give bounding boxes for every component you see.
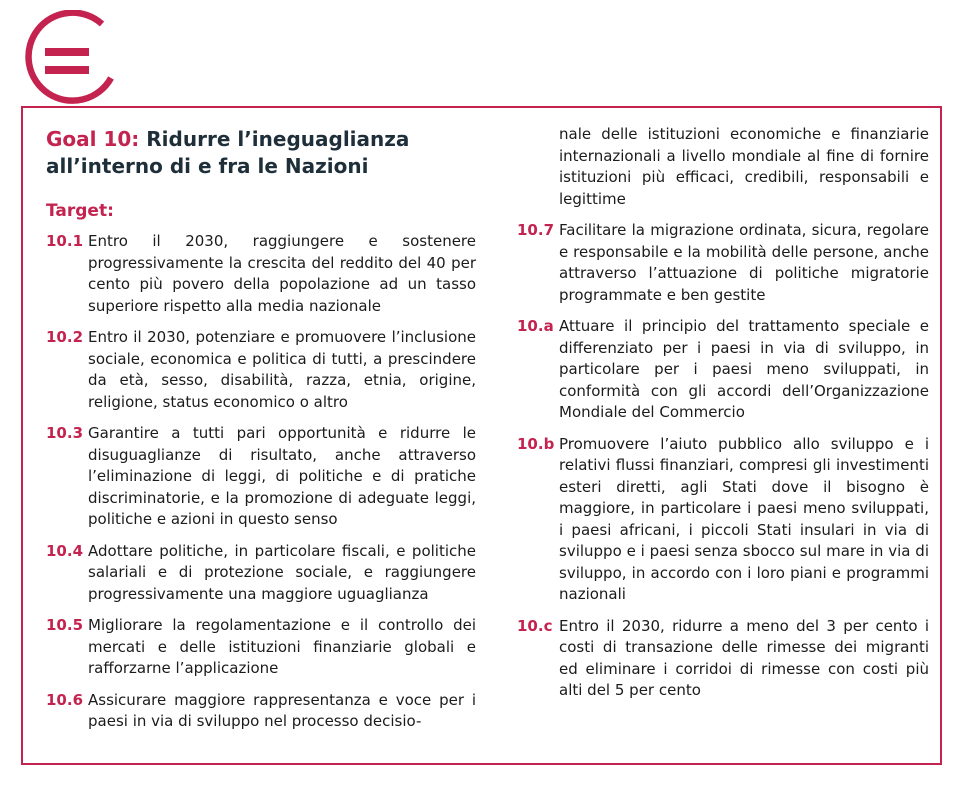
- target-item: [46, 690, 476, 733]
- target-item: [517, 434, 929, 606]
- target-item: [517, 616, 929, 702]
- target-text: Attuare il principio del trattamento speciale e differenziato per i paesi in via di sviluppo, in particolare per i paesi meno sviluppati, in conformità con gli accordi dell’Organizzazione Mondiale del Commercio: [559, 317, 929, 421]
- target-code: 10.c: [517, 616, 553, 635]
- target-code: 10.5: [46, 616, 84, 634]
- target-text: Assicurare maggiore rappresentanza e voce per i paesi in via di sviluppo nel processo decisio-: [88, 690, 476, 730]
- target-item: [517, 316, 929, 424]
- left-column: [46, 126, 476, 743]
- target-text: Migliorare la regolamentazione e il controllo dei mercati e delle istituzioni finanziarie globali e rafforzarne l’applicazione: [88, 616, 476, 677]
- target-text: Facilitare la migrazione ordinata, sicura, regolare e responsabile e la mobilità delle persone, anche attraverso l’attuazione di politiche migratorie programmate e ben gestite: [559, 221, 929, 304]
- goal-title: [46, 126, 476, 180]
- target-text: Entro il 2030, raggiungere e sostenere progressivamente la crescita del reddito del 40 per cento più povero della popolazione ad un tasso superiore rispetto alla media nazionale: [88, 232, 476, 315]
- target-item: [46, 423, 476, 531]
- target-text: Entro il 2030, potenziare e promuovere l’inclusione sociale, economica e politica di tutti, a prescindere da età, sesso, disabilità, razza, etnia, origine, religione, status economico o altro: [88, 328, 476, 411]
- right-column: [517, 124, 929, 712]
- target-item: [46, 231, 476, 317]
- target-list-right: [517, 220, 929, 702]
- goal-title-line1: Ridurre l’ineguaglianza: [146, 127, 410, 151]
- target-code: 10.6: [46, 690, 84, 709]
- target-text: Adottare politiche, in particolare fiscali, e politiche salariali e di protezione sociale, e raggiungere progressivamente una maggiore uguaglianza: [88, 541, 476, 603]
- target-code: 10.a: [517, 317, 554, 335]
- target-code: 10.b: [517, 434, 555, 453]
- goal-number: Goal 10:: [46, 127, 140, 151]
- target-item: [46, 615, 476, 680]
- goal-logo: [14, 10, 118, 114]
- target-item: [46, 541, 476, 606]
- target-item: [517, 220, 929, 306]
- target-text: Promuovere l’aiuto pubblico allo sviluppo e i relativi flussi finanziari, compresi gli investimenti esteri diretti, agli Stati dove il bisogno è maggiore, in particolare i paesi meno sviluppati, i paesi africani, i piccoli Stati insulari in via di sviluppo e i paesi senza sbocco sul mare in via di sviluppo, in accordo con i loro piani e programmi nazionali: [559, 434, 929, 603]
- target-10-6-continuation: nale delle istituzioni economiche e finanziarie internazionali a livello mondiale al fine di fornire istituzioni più efficaci, credibili, responsabili e legittime: [559, 125, 929, 208]
- goal-title-line2: all’interno di e fra le Nazioni: [46, 154, 369, 178]
- target-list-left: [46, 231, 476, 733]
- target-text: Garantire a tutti pari opportunità e ridurre le disuguaglianze di risultato, anche attraverso l’eliminazione di leggi, di politiche e di pratiche discriminatorie, e la promozione di adeguate leggi, politiche e azioni in questo senso: [88, 424, 476, 528]
- target-code: 10.3: [46, 424, 84, 442]
- target-code: 10.7: [517, 221, 555, 239]
- target-code: 10.4: [46, 541, 84, 560]
- target-code: 10.1: [46, 232, 84, 250]
- equality-icon: [14, 10, 118, 114]
- target-text: Entro il 2030, ridurre a meno del 3 per cento i costi di transazione delle rimesse dei migranti ed eliminare i corridoi di rimesse con costi più alti del 5 per cento: [559, 616, 929, 699]
- target-heading: Target:: [46, 201, 114, 221]
- target-code: 10.2: [46, 328, 84, 346]
- goal-panel: [21, 106, 942, 765]
- target-item: [46, 327, 476, 413]
